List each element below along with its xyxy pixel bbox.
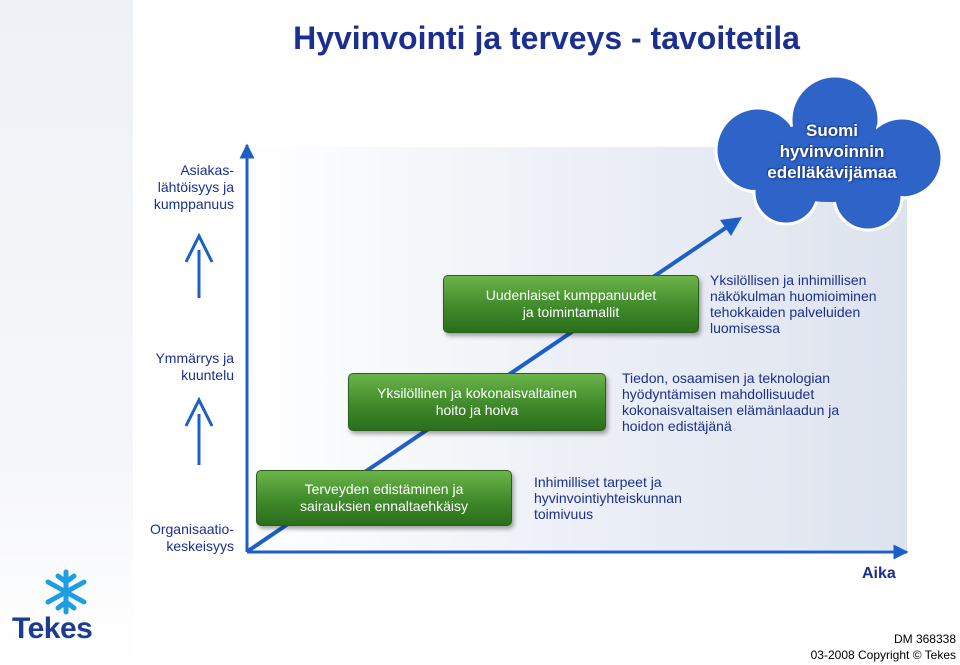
up-arrow-icon <box>186 236 212 298</box>
tekes-snowflake-icon <box>48 572 84 612</box>
goal-cloud-text: Suomi hyvinvoinnin edelläkävijämaa <box>767 121 897 182</box>
step-note-3: Yksilöllisen ja inhimillisen näkökulman huomioiminen tehokkaiden palveluiden luomisessa <box>710 272 877 336</box>
up-arrow-icon <box>186 400 212 465</box>
y-label-top: Asiakas- lähtöisyys ja kumppanuus <box>153 162 234 212</box>
y-label-middle: Ymmärrys ja kuuntelu <box>155 350 234 383</box>
step-box-1: Terveyden edistäminen ja sairauksien ennaltaehkäisy <box>256 470 512 526</box>
page-title: Hyvinvointi ja terveys - tavoitetila <box>293 20 800 56</box>
document-id: DM 368338 <box>893 632 956 646</box>
copyright-text: 03-2008 Copyright © Tekes <box>810 648 956 662</box>
step-box-2: Yksilöllinen ja kokonaisvaltainen hoito ja hoiva <box>348 373 606 431</box>
progress-arrow-head <box>720 217 742 236</box>
tekes-logo: Tekes <box>12 612 93 645</box>
step-note-1: Inhimilliset tarpeet ja hyvinvointiyhteiskunnan toimivuus <box>534 474 682 522</box>
y-label-bottom: Organisaatio- keskeisyys <box>149 521 234 554</box>
step-note-2: Tiedon, osaamisen ja teknologian hyödyntämisen mahdollisuudet kokonaisvaltaisen elämänlaadun ja hoidon edistäjänä <box>622 370 840 434</box>
step-box-3: Uudenlaiset kumppanuudet ja toimintamallit <box>443 275 699 333</box>
x-axis-label: Aika <box>862 565 896 582</box>
